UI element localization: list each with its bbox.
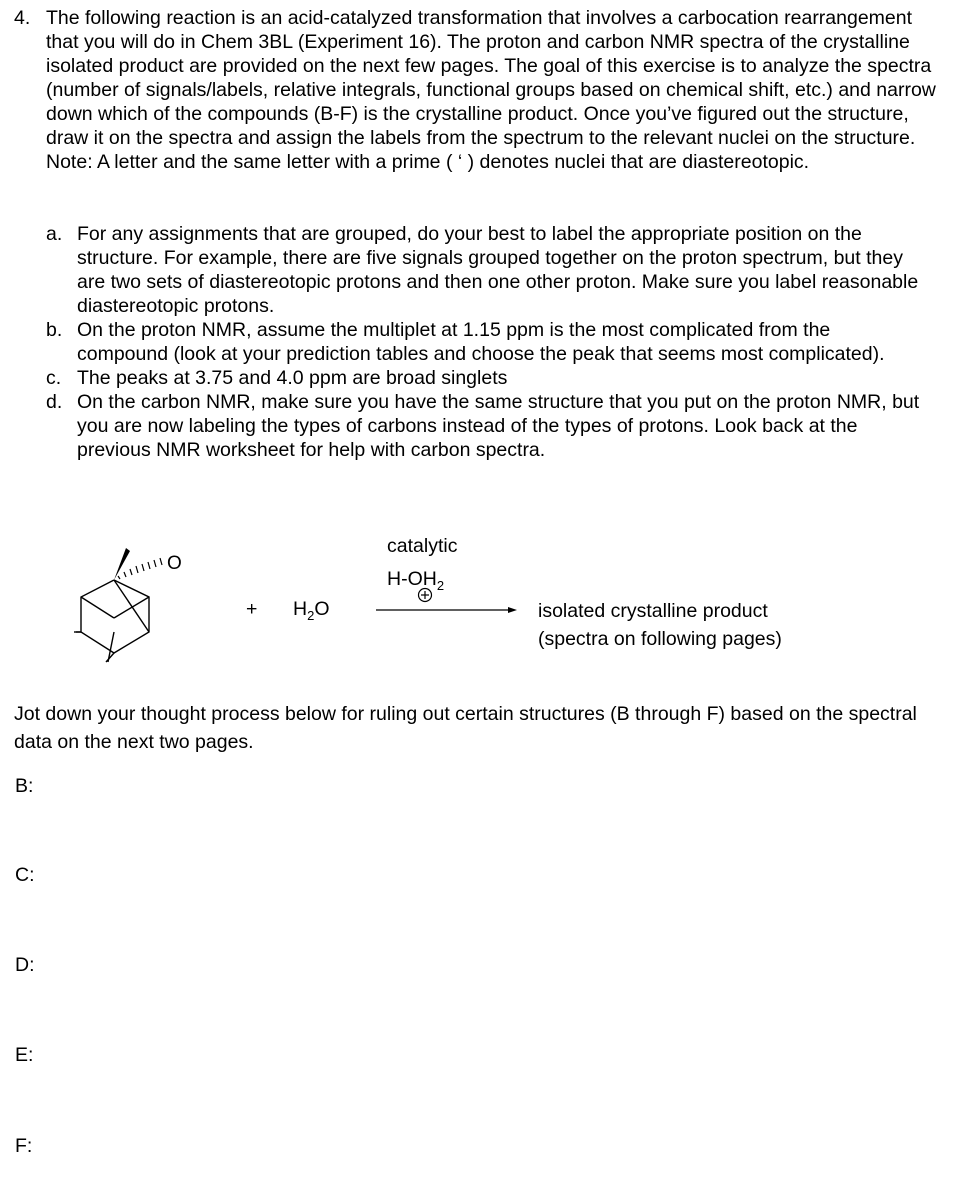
subparts-list (46, 222, 926, 462)
subpart-text: On the carbon NMR, make sure you have the same structure that you put on the proton NMR, but you are now labeling the types of carbons instead of the types of protons. Look back at the previous NMR worksheet for help with carbon spectra. (77, 391, 920, 461)
subpart-c (46, 366, 926, 390)
question-4 (14, 6, 944, 174)
product-line-1: isolated crystalline product (538, 600, 768, 622)
product-line-2: (spectra on following pages) (538, 628, 782, 650)
starting-material-structure (74, 540, 204, 665)
answer-label-f: F: (15, 1135, 33, 1157)
svg-text:O: O (167, 553, 182, 574)
question-note: Note: A letter and the same letter with a prime ( ‘ ) denotes nuclei that are diastereotopic. (46, 151, 810, 173)
water-reagent (293, 598, 330, 623)
subpart-letter: d. (46, 391, 63, 413)
catalyst-h: H- (387, 568, 408, 590)
subpart-text: On the proton NMR, assume the multiplet at 1.15 ppm is the most complicated from the compound (look at your prediction tables and choose the peak that seems most complicated). (77, 319, 885, 365)
instructions-text: Jot down your thought process below for ruling out certain structures (B through F) based on the spectral data on the next two pages. (14, 703, 917, 753)
answer-label-b: B: (15, 775, 34, 797)
question-intro: The following reaction is an acid-catalyzed transformation that involves a carbocation rearrangement that you will do in Chem 3BL (Experiment 16). The proton and carbon NMR spectra of the crystalline isolated product are provided on the next few pages. The goal of this exercise is to analyze the spectra (number of signals/labels, relative integrals, functional groups based on chemical shift, etc.) and narrow down which of the compounds (B-F) is the crystalline product. Once you’ve figured out the structure, draw it on the spectra and assign the labels from the spectrum to the relevant nuclei on the structure. (46, 7, 936, 149)
subpart-text: The peaks at 3.75 and 4.0 ppm are broad singlets (77, 367, 508, 389)
subpart-letter: c. (46, 367, 62, 389)
reaction-arrow-icon (376, 604, 518, 616)
positive-charge-icon (416, 586, 434, 604)
plus-sign: + (246, 598, 258, 620)
water-sub: 2 (307, 607, 315, 623)
answer-label-c: C: (15, 864, 35, 886)
subpart-letter: a. (46, 223, 63, 245)
water-h: H (293, 598, 308, 620)
question-number: 4. (14, 7, 31, 29)
subpart-d (46, 390, 926, 462)
answer-label-d: D: (15, 954, 35, 976)
water-o: O (314, 598, 330, 620)
catalyst-h2: H (422, 568, 437, 590)
catalyst-label: catalytic (387, 535, 458, 557)
answer-label-e: E: (15, 1044, 34, 1066)
catalyst-sub: 2 (436, 577, 445, 593)
subpart-letter: b. (46, 319, 63, 341)
subpart-b (46, 318, 926, 366)
catalyst-o: O (407, 568, 423, 590)
subpart-text: For any assignments that are grouped, do your best to label the appropriate position on the structure. For example, there are five signals grouped together on the proton spectrum, but they are two sets of diastereotopic protons and then one other proton. Make sure you label reasonable diastereotopic protons. (77, 223, 919, 317)
subpart-a (46, 222, 926, 318)
